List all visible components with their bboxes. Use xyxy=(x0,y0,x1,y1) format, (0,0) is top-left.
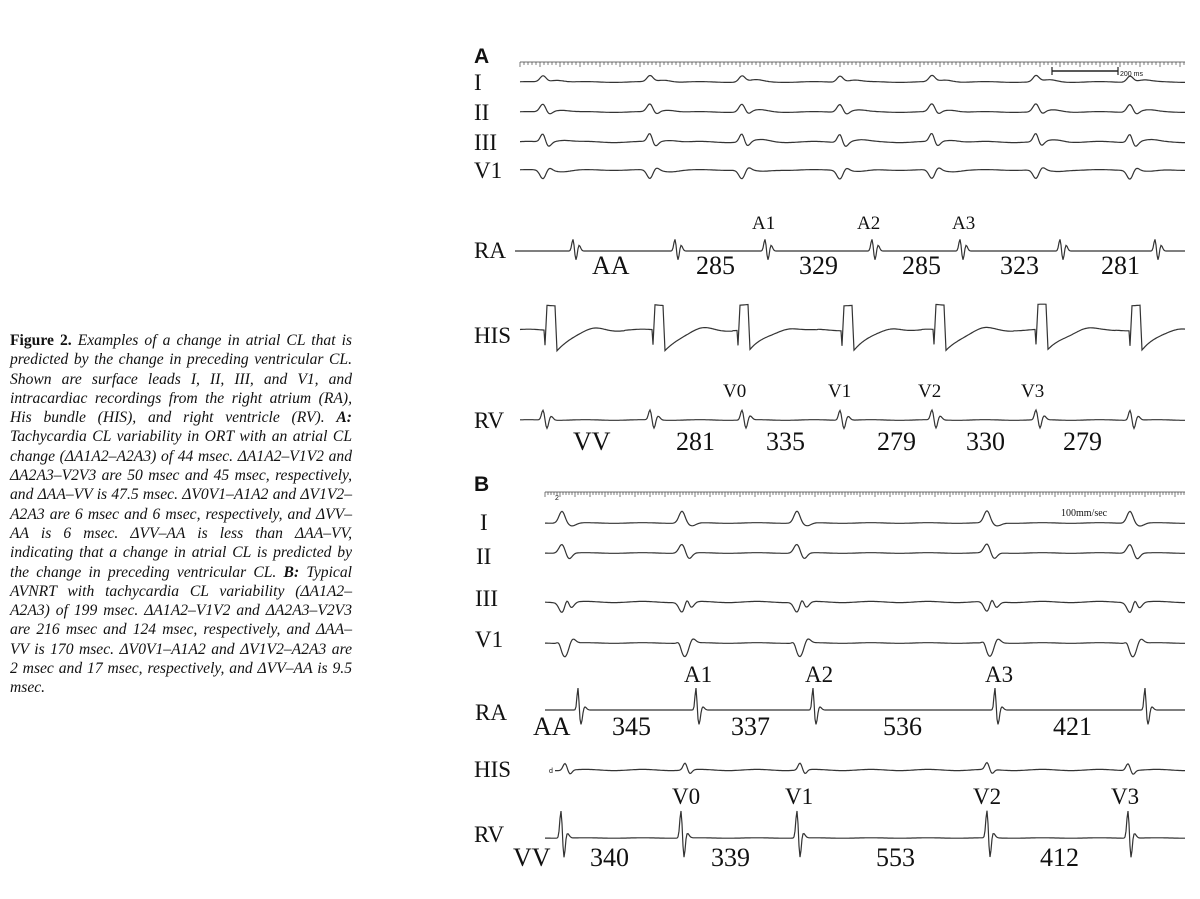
panel-b-marker-v2: V2 xyxy=(973,784,1002,809)
panel-a-marker-v2: V2 xyxy=(918,381,942,402)
panel-a-trace-iii xyxy=(520,134,1185,147)
panel-a-lead-his: HIS xyxy=(474,323,512,348)
panel-a-time-ruler xyxy=(520,62,1185,67)
caption-intro: Examples of a change in atrial CL that is predicted by the change in preceding ventricular CL. Shown are surface leads I, II, III, and V1, and intracardiac recordings from the right atrium (RA), His bundle (HIS), and right ventricle (RV). xyxy=(10,332,353,427)
panel-b-lead-rv: RV xyxy=(474,822,505,847)
panel-b-vv-label: VV xyxy=(513,843,551,872)
panel-b-channel-mark: 2 xyxy=(555,495,559,502)
panel-a-trace-v1 xyxy=(520,168,1185,179)
panel-a-letter: A xyxy=(474,45,490,68)
panel-a-lead-ra: RA xyxy=(474,238,506,263)
panel-a-scale-label: 200 ms xyxy=(1120,71,1143,78)
panel-b-vv-value-3: 553 xyxy=(876,843,915,872)
panel-b-vv-value-1: 340 xyxy=(590,843,629,872)
panel-a-trace-his xyxy=(520,304,1185,351)
panel-a-aa-value-3: 285 xyxy=(902,251,941,280)
panel-a-aa-label: AA xyxy=(592,251,630,280)
panel-a-aa-value-4: 323 xyxy=(1000,251,1039,280)
panel-a-vv-value-5: 279 xyxy=(1063,427,1102,456)
panel-b-aa-value-4: 421 xyxy=(1053,712,1092,741)
panel-b-trace-his xyxy=(555,763,1185,775)
caption-b-label: B: xyxy=(283,563,300,581)
panel-a-lead-iii: III xyxy=(474,130,497,155)
panel-b-marker-v1: V1 xyxy=(785,784,814,809)
panel-a-vv-label: VV xyxy=(573,427,611,456)
panel-a-marker-v1: V1 xyxy=(828,381,852,402)
panel-a-lead-i: I xyxy=(474,70,482,95)
panel-a-aa-value-1: 285 xyxy=(696,251,735,280)
panel-a-vv-value-2: 335 xyxy=(766,427,805,456)
panel-a-marker-a3: A3 xyxy=(952,213,976,234)
panel-a-vv-value-1: 281 xyxy=(676,427,715,456)
panel-b-trace-ii xyxy=(545,544,1185,559)
figure-label: Figure 2. xyxy=(10,332,72,349)
panel-b-marker-a3: A3 xyxy=(985,662,1014,687)
panel-a-marker-a1: A1 xyxy=(752,213,776,234)
panel-a-vv-value-4: 330 xyxy=(966,427,1005,456)
panel-b-vv-value-4: 412 xyxy=(1040,843,1079,872)
panel-a-trace-i xyxy=(520,75,1185,82)
panel-a-aa-value-2: 329 xyxy=(799,251,838,280)
panel-b-trace-v1 xyxy=(545,639,1185,657)
panel-a-trace-rv xyxy=(520,410,1185,429)
panel-a-vv-value-3: 279 xyxy=(877,427,916,456)
panel-b-marker-a1: A1 xyxy=(684,662,713,687)
panel-b-marker-v3: V3 xyxy=(1111,784,1140,809)
panel-b-lead-ii: II xyxy=(476,544,492,569)
panel-b-his-mark: d xyxy=(549,768,553,775)
panel-a-marker-v0: V0 xyxy=(723,381,747,402)
panel-b-letter: B xyxy=(474,473,490,496)
panel-a-lead-rv: RV xyxy=(474,408,505,433)
panel-a-aa-value-5: 281 xyxy=(1101,251,1140,280)
panel-b-aa-value-3: 536 xyxy=(883,712,922,741)
panel-a-lead-v1: V1 xyxy=(474,158,503,183)
caption-a-text: Tachycardia CL variability in ORT with an atrial CL change (ΔA1A2–A2A3) of 44 msec. ΔA1A2–V1V2 and ΔA2A3–V2V3 are 50 msec and 45 msec, respectively, and ΔAA–VV is 47.5 msec. ΔV0V1–A1A2 and ΔV1V2–A2A3 are 6 msec and 6 msec, respectively, and ΔVV–AA is 6 msec. ΔVV–AA is less than ΔAA–VV, indicating that a change in atrial CL is predicted by the change in preceding ventricular CL. xyxy=(10,428,352,581)
panel-a-marker-a2: A2 xyxy=(857,213,881,234)
panel-b-marker-a2: A2 xyxy=(805,662,834,687)
panel-b-time-ruler xyxy=(545,492,1185,497)
panel-a-marker-v3: V3 xyxy=(1021,381,1045,402)
panel-b-aa-value-1: 345 xyxy=(612,712,651,741)
panel-b-vv-value-2: 339 xyxy=(711,843,750,872)
caption-a-label: A: xyxy=(336,409,352,427)
panel-b-marker-v0: V0 xyxy=(672,784,701,809)
panel-a-lead-ii: II xyxy=(474,100,490,125)
panel-b-speed-label: 100mm/sec xyxy=(1061,508,1108,519)
panel-b-aa-value-2: 337 xyxy=(731,712,770,741)
panel-b-trace-iii xyxy=(545,601,1185,613)
panel-b-lead-iii: III xyxy=(475,586,498,611)
panel-b-lead-v1: V1 xyxy=(475,627,504,652)
panel-b-lead-his: HIS xyxy=(474,757,512,782)
panel-a-trace-ii xyxy=(520,104,1185,114)
panel-b-trace-rv xyxy=(545,811,1185,858)
panel-b-lead-ra: RA xyxy=(475,700,507,725)
panel-b-lead-i: I xyxy=(480,510,488,535)
panel-b-aa-label: AA xyxy=(533,712,571,741)
caption-b-text: Typical AVNRT with tachycardia CL variability (ΔA1A2–A2A3) of 199 msec. ΔA1A2–V1V2 and ΔA2A3–V2V3 are 216 msec and 124 msec, respectively, and ΔAA–VV is 170 msec. ΔV0V1–A1A2 and ΔV1V2–A2A3 are 2 msec and 17 msec, respectively, and ΔVV–AA is 9.5 msec. xyxy=(10,563,352,697)
